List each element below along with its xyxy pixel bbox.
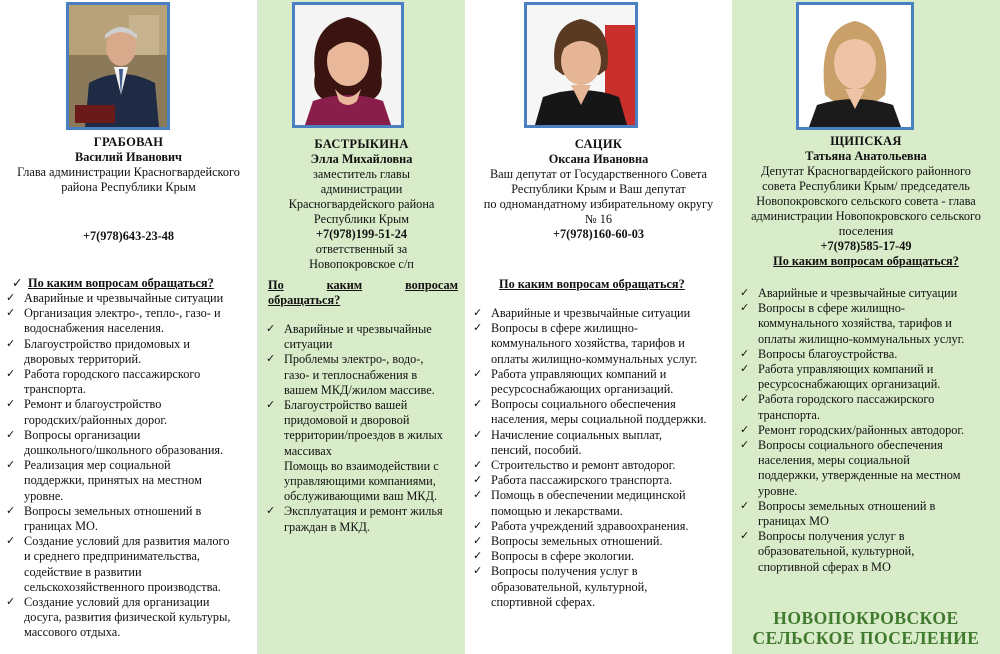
topic-item (738, 499, 996, 529)
topic-line: Вопросы в сфере жилищно- (758, 301, 906, 316)
topics-list (264, 322, 462, 535)
topic-line: Работа учреждений здравоохранения. (491, 518, 689, 533)
topic-line: Вопросы получения услуг в (491, 564, 638, 579)
topic-line: Работа городского пассажирского (758, 392, 935, 407)
topic-line: Работа управляющих компаний и (491, 366, 667, 381)
topic-item (471, 519, 729, 534)
topic-line: Аварийные и чрезвычайные ситуации (24, 291, 224, 305)
person-name: Татьяна Анатольевна (805, 149, 927, 163)
topic-line: сельскохозяйственного производства. (24, 579, 221, 594)
topic-item (264, 398, 462, 504)
topic-item (264, 504, 462, 534)
topic-line: Ремонт и благоустройство (24, 397, 162, 412)
topic-item (4, 428, 256, 458)
topic-line: помощью и лекарствами. (491, 503, 623, 518)
topic-line: Вопросы в сфере жилищно- (491, 321, 639, 336)
person-name: Оксана Ивановна (548, 152, 649, 166)
checkmark-icon: ✓ (266, 323, 276, 335)
checkmark-icon: ✓ (473, 428, 483, 441)
questions-heading: ✓ По каким вопросам обращаться? (12, 276, 214, 290)
topic-line: Вопросы земельных отношений в (758, 498, 936, 513)
footer-settlement-title: НОВОПОКРОВСКОЕ СЕЛЬСКОЕ ПОСЕЛЕНИЕ (752, 608, 980, 648)
topic-line: уровне. (758, 483, 798, 498)
portrait-photo-grabovan (66, 2, 170, 130)
checkmark-icon: ✓ (6, 504, 16, 517)
topic-line: управляющими компаниями, (284, 474, 436, 489)
topic-line: Вопросы социального обеспечения (758, 438, 943, 453)
checkmark-icon: ✓ (740, 363, 750, 376)
checkmark-icon: ✓ (266, 505, 276, 518)
phone-number[interactable]: +7(978)160-60-03 (552, 227, 645, 241)
topic-line: населения, меры социальной (758, 453, 910, 468)
checkmark-icon: ✓ (473, 519, 483, 532)
checkmark-icon: ✓ (473, 367, 483, 380)
topic-item (4, 504, 256, 534)
portrait-photo-bastrykina (292, 2, 404, 128)
person-position: Ваш депутат от Государственного Совета Республики Крым и Ваш депутат по одномандатному избирательному округу № 16 (483, 167, 714, 226)
person-column-shchipskaya (732, 0, 1000, 654)
topic-item (738, 529, 996, 575)
topic-line: транспорта. (758, 407, 820, 422)
checkmark-icon: ✓ (6, 398, 16, 411)
topic-line: городских/районных дорог. (24, 412, 168, 427)
checkmark-icon: ✓ (473, 474, 483, 487)
topic-item (471, 534, 729, 549)
checkmark-icon: ✓ (6, 292, 16, 304)
topic-item (4, 337, 256, 367)
topic-line: Аварийные и чрезвычайные (284, 322, 432, 336)
topic-line: ситуации (284, 337, 333, 352)
topic-item (4, 534, 256, 595)
checkmark-icon: ✓ (740, 287, 750, 299)
topic-item (4, 595, 256, 641)
topic-line: коммунального хозяйства, тарифов и (758, 316, 952, 331)
topic-line: Организация электро-, тепло-, газо- и (24, 306, 221, 321)
topic-line: границах МО (758, 514, 829, 529)
topic-line: Создание условий для развития малого (24, 534, 230, 549)
topic-line: дошкольного/школьного образования. (24, 443, 224, 458)
checkmark-icon: ✓ (6, 428, 16, 441)
topic-item (471, 473, 729, 488)
topic-line: и среднего предпринимательства, (24, 549, 200, 564)
checkmark-icon: ✓ (473, 550, 483, 563)
person-column-bastrykina (258, 0, 465, 654)
topic-item (738, 286, 996, 301)
topic-line: дворовых территорий. (24, 351, 142, 366)
topic-line: Вопросы земельных отношений в (24, 503, 202, 518)
topic-line: ресурсоснабжающих организаций. (491, 382, 674, 397)
topics-list (738, 286, 996, 575)
topic-item (738, 362, 996, 392)
topic-item (471, 488, 729, 518)
topic-item (264, 352, 462, 398)
topic-line: Вопросы организации (24, 427, 141, 442)
topic-line: оплаты жилищно-коммунальных услуг. (758, 331, 965, 346)
topic-line: водоснабжения населения. (24, 321, 164, 336)
topic-line: граждан в МКД. (284, 519, 370, 534)
person-surname: САЦИК (574, 137, 623, 151)
topic-line: коммунального хозяйства, тарифов и (491, 336, 685, 351)
phone-number[interactable]: +7(978)643-23-48 (82, 229, 175, 243)
checkmark-icon: ✓ (266, 353, 276, 366)
checkmark-icon: ✓ (266, 399, 276, 412)
topic-line: Аварийные и чрезвычайные ситуации (491, 306, 691, 320)
topic-line: населения, меры социальной поддержки. (491, 412, 707, 427)
checkmark-icon: ✓ (473, 459, 483, 472)
questions-heading: По каким вопросам обращаться? (268, 278, 458, 307)
checkmark-icon: ✓ (6, 459, 16, 472)
person-position: Глава администрации Красногвардейского района Республики Крым (17, 165, 240, 194)
topic-item (471, 321, 729, 367)
checkmark-icon: ✓ (740, 393, 750, 406)
topic-item (471, 458, 729, 473)
topic-line: массивах (284, 443, 332, 458)
topic-line: Строительство и ремонт автодорог. (491, 458, 676, 473)
person-name: Василий Иванович (75, 150, 182, 164)
topic-line: вашем МКД/жилом массиве. (284, 382, 435, 397)
person-surname: БАСТРЫКИНА (314, 137, 409, 151)
topic-item (471, 367, 729, 397)
portrait-photo-satsik (524, 2, 638, 128)
person-surname: ГРАБОВАН (93, 135, 164, 149)
person-position: Депутат Красногвардейского районного совета Республики Крым/ председатель Новопокровского сельского совета - глава администрации Новопокровского сельского поселения (751, 164, 981, 238)
topic-line: Вопросы в сфере экологии. (491, 549, 635, 564)
topic-item (264, 322, 462, 352)
topic-line: обслуживающими ваш МКД. (284, 489, 438, 504)
topic-line: транспорта. (24, 382, 86, 397)
topic-line: придомовой и дворовой (284, 413, 410, 428)
checkmark-icon: ✓ (740, 423, 750, 436)
checkmark-icon: ✓ (6, 368, 16, 381)
checkmark-icon: ✓ (6, 535, 16, 548)
topic-item (471, 549, 729, 564)
checkmark-icon: ✓ (6, 596, 16, 609)
topic-item (471, 397, 729, 427)
checkmark-icon: ✓ (473, 398, 483, 411)
topic-item (471, 428, 729, 458)
topic-item (4, 306, 256, 336)
checkmark-icon: ✓ (473, 322, 483, 335)
person-column-satsik (465, 0, 732, 654)
topic-item (471, 564, 729, 610)
topic-item (4, 458, 256, 504)
checkmark-icon: ✓ (473, 307, 483, 319)
checkmark-icon: ✓ (740, 499, 750, 512)
questions-heading: По каким вопросам обращаться? (499, 277, 685, 291)
topic-line: ресурсоснабжающих организаций. (758, 377, 941, 392)
topic-line: газо- и теплоснабжения в (284, 367, 418, 382)
topic-line: Работа управляющих компаний и (758, 362, 934, 377)
topic-line: спортивной сферах в МО (758, 559, 891, 574)
phone-number[interactable]: +7(978)199-51-24 (315, 227, 408, 241)
person-position: заместитель главы администрации Красногвардейского района Республики Крым (288, 167, 435, 226)
checkmark-icon: ✓ (473, 565, 483, 578)
responsibility-note: ответственный за Новопокровское с/п (309, 242, 414, 271)
topic-line: Проблемы электро-, водо-, (284, 352, 424, 367)
topic-item (738, 347, 996, 362)
topics-list (4, 291, 256, 641)
topic-line: образовательной, культурной, (491, 579, 648, 594)
topic-line: Вопросы земельных отношений. (491, 534, 663, 549)
topic-line: содействие в развитии (24, 564, 142, 579)
checkmark-icon: ✓ (740, 302, 750, 315)
topic-item (4, 367, 256, 397)
topic-line: оплаты жилищно-коммунальных услуг. (491, 351, 698, 366)
checkmark-icon: ✓ (740, 347, 750, 360)
topic-line: уровне. (24, 488, 64, 503)
topic-line: поддержки, принятых на местном (24, 473, 202, 488)
topic-line: пенсий, пособий. (491, 442, 582, 457)
phone-number[interactable]: +7(978)585-17-49 (820, 239, 912, 253)
topic-line: Эксплуатация и ремонт жилья (284, 504, 443, 519)
person-column-grabovan (0, 0, 258, 654)
topic-line: Аварийные и чрезвычайные ситуации (758, 286, 958, 300)
topic-line: спортивной сферах. (491, 594, 596, 609)
topic-line: Помощь в обеспечении медицинской (491, 488, 686, 503)
topic-item (738, 301, 996, 347)
topic-line: Благоустройство придомовых и (24, 336, 190, 351)
topic-line: Создание условий для организации (24, 595, 210, 610)
topic-line: Вопросы благоустройства. (758, 346, 898, 361)
person-name: Элла Михайловна (310, 152, 413, 166)
person-surname: ЩИПСКАЯ (830, 134, 902, 148)
topic-line: массового отдыха. (24, 625, 121, 640)
questions-heading: По каким вопросам обращаться? (773, 254, 959, 268)
topic-line: Работа городского пассажирского (24, 367, 201, 382)
checkmark-icon: ✓ (6, 307, 16, 320)
checkmark-icon: ✓ (740, 439, 750, 452)
topic-item (738, 423, 996, 438)
topic-item (738, 392, 996, 422)
checkmark-icon: ✓ (740, 530, 750, 543)
topic-line: территории/проездов в жилых (284, 428, 443, 443)
topic-line: Благоустройство вашей (284, 398, 408, 413)
topic-line: Помощь во взаимодействии с (284, 458, 439, 473)
topic-line: Работа пассажирского транспорта. (491, 473, 673, 488)
topic-line: Реализация мер социальной (24, 458, 171, 473)
checkmark-icon: ✓ (6, 337, 16, 350)
topic-line: Ремонт городских/районных автодорог. (758, 422, 965, 437)
topic-line: границах МО. (24, 519, 98, 534)
topic-line: поддержки, утвержденные на местном (758, 468, 961, 483)
topic-line: Вопросы социального обеспечения (491, 397, 676, 412)
topic-line: Начисление социальных выплат, (491, 427, 662, 442)
portrait-photo-shchipskaya (796, 2, 914, 130)
topic-item (4, 397, 256, 427)
topic-item (471, 306, 729, 321)
topic-line: Вопросы получения услуг в (758, 529, 905, 544)
checkmark-icon: ✓ (473, 535, 483, 548)
topic-line: образовательной, культурной, (758, 544, 915, 559)
topic-line: досуга, развития физической культуры, (24, 610, 231, 625)
checkmark-icon: ✓ (473, 489, 483, 502)
topic-item (738, 438, 996, 499)
topics-list (471, 306, 729, 610)
topic-item (4, 291, 256, 306)
